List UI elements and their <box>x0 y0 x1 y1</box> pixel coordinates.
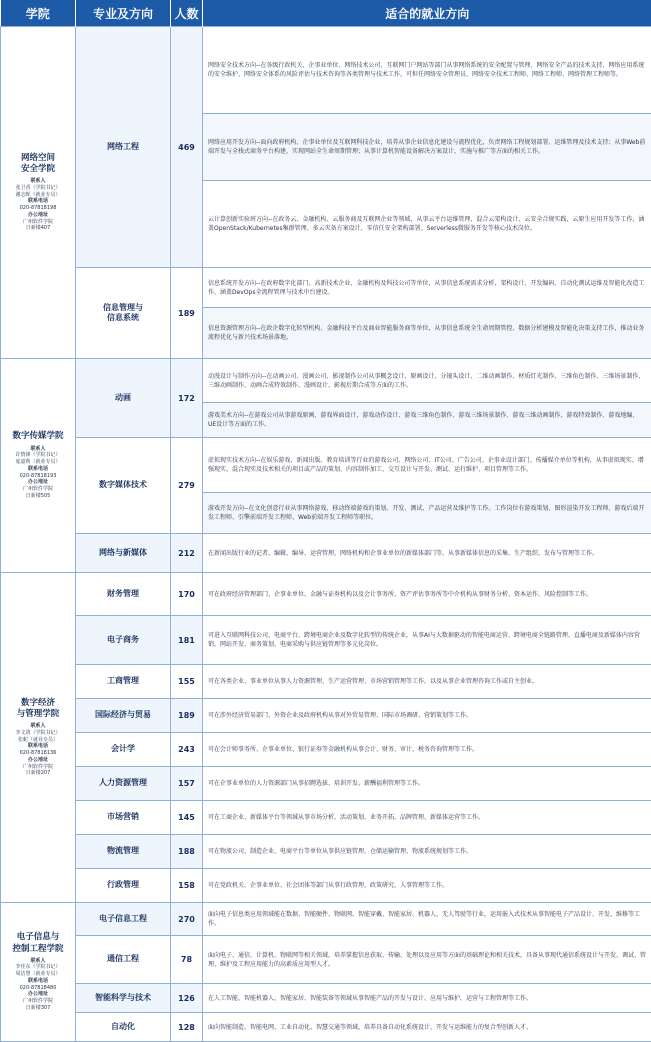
college-contact-info <box>1 446 75 500</box>
job-direction: 信息资源管理方向--在政企数字化转型机构、金融科技平台及商业智能服务商等单位，从事信息系统全生命周期管控、数据分析建模及智能化决策支持工作，推动业务流程优化与新兴技术场景落地。 <box>203 308 651 359</box>
table-row <box>1 268 651 308</box>
table-row <box>1 766 651 800</box>
office-address-value: 广州软件学院 日新楼307 <box>1 998 75 1012</box>
contact-person-value: 许情锋（学院书记） 庞嘉莉（就业专员） <box>1 452 75 466</box>
table-row <box>1 834 651 868</box>
office-address-label: 办公地址 <box>1 757 75 764</box>
college-name: 数字经济 与管理学院 <box>1 698 75 720</box>
contact-person-label: 联系人 <box>1 958 75 965</box>
major-name: 市场营销 <box>76 800 171 834</box>
table-row <box>1 573 651 616</box>
job-direction: 云计算创新实验班方向--在政务云、金融机构、云服务商及互联网企业等领域，从事云平台运维管理、混合云架构设计、云安全合规实践、云原生应用开发等工作，涵盖OpenStack/Kubernetes集群管理、多云灾备方案设计、零信任安全架构部署、Serverless微服务开发等核心技术岗位。 <box>203 181 651 268</box>
contact-phone-value: 020-87818198 <box>1 205 75 212</box>
student-count: 243 <box>171 732 203 766</box>
student-count: 78 <box>171 936 203 984</box>
college-name: 电子信息与 控制工程学院 <box>1 932 75 954</box>
table-row <box>1 534 651 573</box>
contact-phone-label: 联系电话 <box>1 466 75 473</box>
major-name: 数字媒体技术 <box>76 438 171 534</box>
table-row <box>1 616 651 664</box>
table-body <box>1 27 651 1042</box>
college-contact-info <box>1 723 75 777</box>
job-direction: 可在党政机关、企事业单位、社会团体等部门从事行政管理、政策研究、人事管理等工作。 <box>203 868 651 902</box>
job-direction: 网络安全技术方向--在各级行政机关、企事业单位、网络技术公司、互联网门户网站等部门从事网络系统的安全配置与管理、网络安全产品的技术支持、网络应用系统的安全维护、网络安全体系的风险评估与技术咨询等各类管理与技术工作，可担任网络安全管理员、网络安全技术工程师、网络工程师、网络管理工程师等。 <box>203 27 651 114</box>
major-name: 财务管理 <box>76 573 171 616</box>
office-address-label: 办公地址 <box>1 212 75 219</box>
student-count: 126 <box>171 984 203 1013</box>
student-count: 189 <box>171 268 203 359</box>
student-count: 158 <box>171 868 203 902</box>
job-direction: 可在企事业单位的人力资源部门从事招聘选拔、培训开发、薪酬福利管理等工作。 <box>203 766 651 800</box>
table-row <box>1 936 651 984</box>
student-count: 157 <box>171 766 203 800</box>
contact-phone-label: 联系电话 <box>1 978 75 985</box>
college-cell <box>1 359 76 573</box>
office-address-label: 办公地址 <box>1 479 75 486</box>
student-count: 181 <box>171 616 203 664</box>
office-address-label: 办公地址 <box>1 991 75 998</box>
student-count: 172 <box>171 359 203 438</box>
major-name: 自动化 <box>76 1013 171 1042</box>
contact-phone-label: 联系电话 <box>1 198 75 205</box>
college-cell <box>1 27 76 359</box>
major-name: 网络与新媒体 <box>76 534 171 573</box>
student-count: 270 <box>171 903 203 936</box>
major-name: 行政管理 <box>76 868 171 902</box>
table-row <box>1 732 651 766</box>
office-address-value: 广州软件学院 日新楼505 <box>1 486 75 500</box>
table-row <box>1 359 651 403</box>
student-count: 279 <box>171 438 203 534</box>
contact-person-value: 李佳东（学院书记） 周洁慧（就业专员） <box>1 964 75 978</box>
college-name: 数字传媒学院 <box>1 431 75 442</box>
major-name: 智能科学与技术 <box>76 984 171 1013</box>
job-direction: 游戏开发方向--在文化创意行业从事网络游戏、移动终端游戏的策划、开发、测试、产品运营及维护等工作。工作岗位有游戏策划、图形渲染开发工程师、游戏后端开发工程师、引擎前端开发工程师、Web前端开发工程师等职位。 <box>203 493 651 534</box>
job-direction: 游戏美术方向--在游戏公司从事游戏原画、游戏界面设计、游戏动作设计、游戏三维角色制作、游戏三维场景制作、游戏三维动画制作、游戏特效制作、游戏地编、UE设计等方面的工作。 <box>203 403 651 438</box>
job-direction: 可进入互联网科技公司、电商平台、跨境电商企业及数字化转型的传统企业，从事AI与大数据驱动的智能电商运营、跨境电商全链路管理、直播电商及新媒体内容营销、网站开发、商务策划、电商采购与供应链管理等多元化岗位。 <box>203 616 651 664</box>
office-address-value: 广州软件学院 日新楼407 <box>1 219 75 233</box>
job-direction: 面向智能制造、智能电网、工业自动化、智慧交通等领域，培养具备自动化系统设计、开发与运维能力的复合型创新人才。 <box>203 1013 651 1042</box>
major-name: 工商管理 <box>76 664 171 698</box>
student-count: 212 <box>171 534 203 573</box>
table-row <box>1 1013 651 1042</box>
header-college: 学院 <box>1 0 76 27</box>
table-row <box>1 438 651 493</box>
job-direction: 可在会计师事务所、企事业单位、银行证券等金融机构从事会计、财务、审计、税务咨询管理等工作。 <box>203 732 651 766</box>
major-name: 电子商务 <box>76 616 171 664</box>
major-name: 通信工程 <box>76 936 171 984</box>
table-row <box>1 868 651 902</box>
job-direction: 可在工商企业、新媒体平台等领域从事市场分析、活动策划、业务开拓、品牌管理、新媒体运营等工作。 <box>203 800 651 834</box>
header-major: 专业及方向 <box>76 0 171 27</box>
major-name: 会计学 <box>76 732 171 766</box>
major-name: 网络工程 <box>76 27 171 268</box>
job-direction: 虚拟现实技术方向--在娱乐游戏、新闻出版、教育培训等行业的游戏公司、网络公司、IT公司、广告公司、企事业设计部门、传播媒介单位等机构，从事虚拟现实、增强现实、混合现实及技术相关的项目或产品的策划、内容制作加工、交互设计与开发、测试、运行维护、项目管理等工作。 <box>203 438 651 493</box>
job-direction: 可在涉外经济贸易部门、外资企业及政府机构从事对外贸易管理、国际市场调研、营销策划等工作。 <box>203 698 651 732</box>
contact-phone-value: 020-87818193 <box>1 473 75 480</box>
college-contact-info <box>1 958 75 1012</box>
job-direction: 面向电子、通信、计算机、物联网等相关领域，培养掌握信息获取、传输、处理以及应用等方面的基础理论和相关技术，具备从事现代通信系统设计与开发、调试、管理、维护及工程应用能力的高素质应用型人才。 <box>203 936 651 984</box>
contact-person-value: 李文鸽（学院书记） 张蛇（就业专员） <box>1 730 75 744</box>
table-header <box>1 0 651 27</box>
job-direction: 在新闻出版行业的记者、编辑、编导、运营管理，网络机构和企事业单位的新媒体部门等，从事新媒体信息的采集、生产组织、发布与管理等工作。 <box>203 534 651 573</box>
table-row <box>1 698 651 732</box>
student-count: 128 <box>171 1013 203 1042</box>
contact-person-label: 联系人 <box>1 178 75 185</box>
job-direction: 动漫设计与制作方向--在动画公司、漫画公司、影视制作公司从事概念设计、原画设计、分镜头设计、二维动画制作、材质灯光制作、三维角色制作、三维场景制作、三维动画制作、动画合成特效制作、漫画设计、影视后期合成等方面的工作。 <box>203 359 651 403</box>
table-row <box>1 984 651 1013</box>
college-cell <box>1 903 76 1042</box>
job-direction: 在人工智能、智能机器人、智能家居、智能装备等领域从事智能产品的开发与设计、应用与维护、运营与工程管理等工作。 <box>203 984 651 1013</box>
contact-phone-value: 020-87818480 <box>1 985 75 992</box>
student-count: 188 <box>171 834 203 868</box>
student-count: 469 <box>171 27 203 268</box>
major-name: 人力资源管理 <box>76 766 171 800</box>
college-name: 网络空间 安全学院 <box>1 153 75 175</box>
job-direction: 可在政府经济管理部门、企事业单位、金融与证券机构以及会计事务所、资产评估事务所等中介机构从事财务分析、资本运作、风险控制等工作。 <box>203 573 651 616</box>
contact-phone-value: 020-87818136 <box>1 750 75 757</box>
office-address-value: 广州软件学院 日新楼207 <box>1 764 75 778</box>
student-count: 170 <box>171 573 203 616</box>
student-count: 189 <box>171 698 203 732</box>
major-name: 国际经济与贸易 <box>76 698 171 732</box>
major-name: 动画 <box>76 359 171 438</box>
job-direction: 网络应用开发方向--面向政府机构、企事业单位及互联网科技企业，培养从事企业信息化建设与流程优化，负责网络工程规划部署、运维管理及技术支持；从事Web前端开发与全栈式商务平台构建，实现网站全生命周期管理；从事计算机智能设备解决方案设计、实施与推广等方面的相关工作。 <box>203 114 651 181</box>
major-name: 物流管理 <box>76 834 171 868</box>
table-row <box>1 27 651 114</box>
job-direction: 可在各类企业、事业单位从事人力资源管理、生产运营管理、市场营销管理等工作，以及从事企业管理咨询工作或自主创业。 <box>203 664 651 698</box>
job-direction: 面向电子信息类应用领域能在数据、智能硬件、物联网、智能穿戴、智能家居、机器人、无人驾驶等行业，运用嵌入式技术从事智能电子产品设计、开发、维修等工作。 <box>203 903 651 936</box>
header-count: 人数 <box>171 0 203 27</box>
job-direction: 可在物流公司、制造企业、电商平台等单位从事供应链管理、仓储运输管理、物流系统规划等工作。 <box>203 834 651 868</box>
contact-person-label: 联系人 <box>1 446 75 453</box>
table-row <box>1 664 651 698</box>
major-name: 信息管理与 信息系统 <box>76 268 171 359</box>
student-count: 155 <box>171 664 203 698</box>
college-contact-info <box>1 178 75 232</box>
header-jobs: 适合的就业方向 <box>203 0 651 27</box>
contact-person-value: 张卫香（学院书记） 谢志晖（就业专员） <box>1 185 75 199</box>
contact-person-label: 联系人 <box>1 723 75 730</box>
college-cell <box>1 573 76 903</box>
table-row <box>1 800 651 834</box>
job-direction: 信息系统开发方向--在政府数字化部门、高新技术企业、金融机构及科技公司等单位，从事信息系统需求分析、架构设计、开发编码、自动化测试运维及智能化改造工作，涵盖DevOps全流程管理与技术中台建设。 <box>203 268 651 308</box>
student-count: 145 <box>171 800 203 834</box>
major-name: 电子信息工程 <box>76 903 171 936</box>
table-row <box>1 903 651 936</box>
contact-phone-label: 联系电话 <box>1 743 75 750</box>
